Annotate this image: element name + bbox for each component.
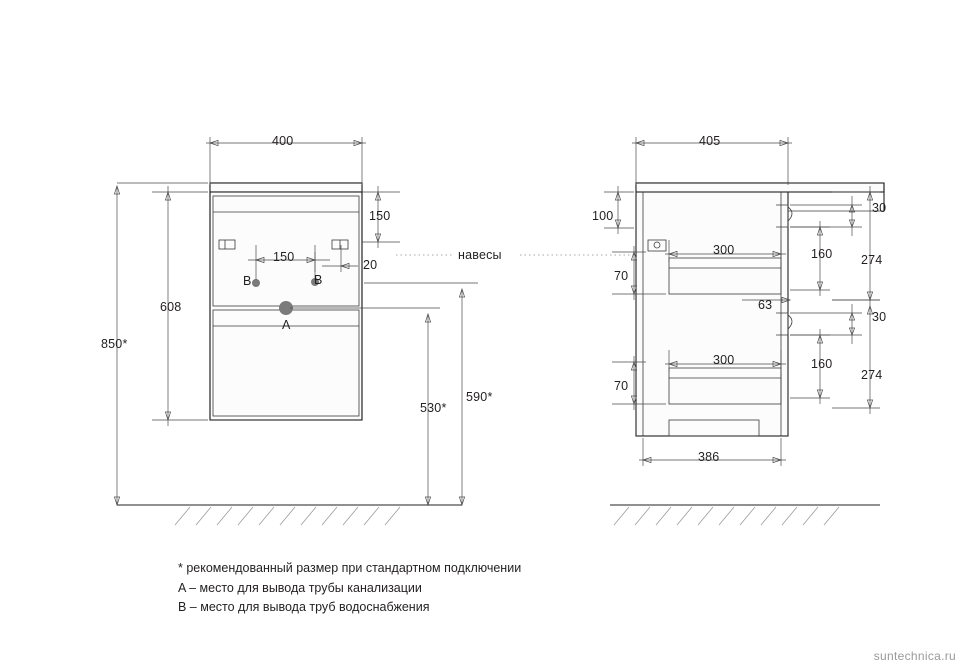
dim-front-offset-20: 20	[363, 258, 378, 272]
marker-b-left: B	[243, 274, 252, 288]
dim-side-height-160-top: 160	[811, 247, 833, 261]
dim-front-inner-150: 150	[273, 250, 295, 264]
label-hangers: навесы	[458, 248, 502, 262]
dim-front-band-150: 150	[369, 209, 391, 223]
dim-side-offset-100: 100	[592, 209, 614, 223]
marker-b-right: B	[314, 273, 323, 287]
legend-line-2: A – место для вывода трубы канализации	[178, 581, 422, 595]
dim-side-height-160-bottom: 160	[811, 357, 833, 371]
dim-side-height-30-bottom: 30	[872, 310, 887, 324]
front-floor-line	[117, 505, 462, 525]
dim-side-height-274-top: 274	[861, 253, 883, 267]
dim-side-width-405: 405	[699, 134, 721, 148]
marker-a: A	[282, 318, 291, 332]
dim-side-width-386: 386	[698, 450, 720, 464]
dim-front-height-850: 850*	[101, 337, 128, 351]
front-view-geometry	[210, 183, 362, 420]
legend-line-3: B – место для вывода труб водоснабжения	[178, 600, 430, 614]
dim-side-height-274-bottom: 274	[861, 368, 883, 382]
dim-side-depth-300-top: 300	[713, 243, 735, 257]
dim-side-depth-300-bottom: 300	[713, 353, 735, 367]
dim-front-height-590: 590*	[466, 390, 493, 404]
dim-side-height-30-top: 30	[872, 201, 887, 215]
dim-side-offset-70-bottom: 70	[614, 379, 629, 393]
side-floor-line	[610, 505, 880, 525]
dim-front-height-530: 530*	[420, 401, 447, 415]
watermark: suntechnica.ru	[873, 649, 956, 663]
dim-front-width-400: 400	[272, 134, 294, 148]
legend-line-1: * рекомендованный размер при стандартном подключении	[178, 561, 522, 575]
dim-side-offset-70-top: 70	[614, 269, 629, 283]
dim-side-offset-63: 63	[758, 298, 773, 312]
dim-front-height-608: 608	[160, 300, 182, 314]
